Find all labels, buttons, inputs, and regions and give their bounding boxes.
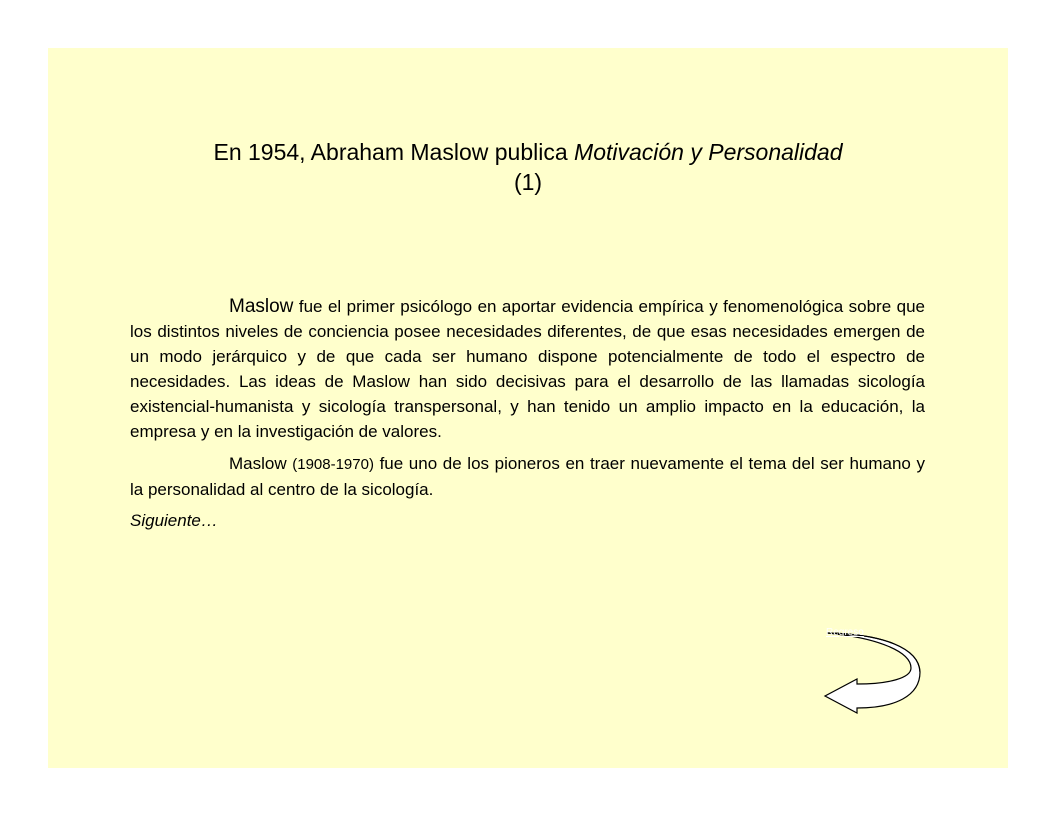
paragraph-1-text: fue el primer psicólogo en aportar evidencia empírica y fenomenológica sobre que los distintos niveles de conciencia posee necesidades diferentes, de que esas necesidades emergen de un modo jerárquico y de que cada ser humano dispone potencialmente de todo el espectro de necesidades. Las ideas de Maslow han sido decisivas para el desarrollo de las llamadas sicología existencial-humanista y sicología transpersonal, y han tenido un amplio impacto en la educación, la empresa y en la investigación de valores. bbox=[130, 297, 925, 441]
paragraph-2-years: (1908-1970) bbox=[292, 456, 374, 473]
return-link[interactable]: Regreso bbox=[826, 627, 864, 638]
return-widget[interactable] bbox=[823, 626, 923, 714]
paragraph-2-name: Maslow bbox=[229, 454, 293, 473]
slide-title bbox=[48, 137, 1008, 197]
paragraph-1-first-word: Maslow bbox=[229, 296, 294, 317]
paragraph-2-text: fue uno de los pioneros en traer nuevamente el tema del ser humano y la personalidad al centro de la sicología. bbox=[130, 454, 925, 499]
curved-return-arrow-icon[interactable] bbox=[823, 626, 923, 714]
paragraph-1 bbox=[130, 294, 925, 444]
slide bbox=[48, 48, 1008, 768]
title-suffix: (1) bbox=[513, 169, 543, 195]
title-prefix: En 1954, Abraham Maslow publica bbox=[213, 139, 575, 165]
title-book: Motivación y Personalidad bbox=[574, 139, 843, 165]
next-link[interactable]: Siguiente… bbox=[130, 511, 218, 530]
slide-body bbox=[130, 294, 925, 533]
paragraph-2 bbox=[130, 451, 925, 502]
